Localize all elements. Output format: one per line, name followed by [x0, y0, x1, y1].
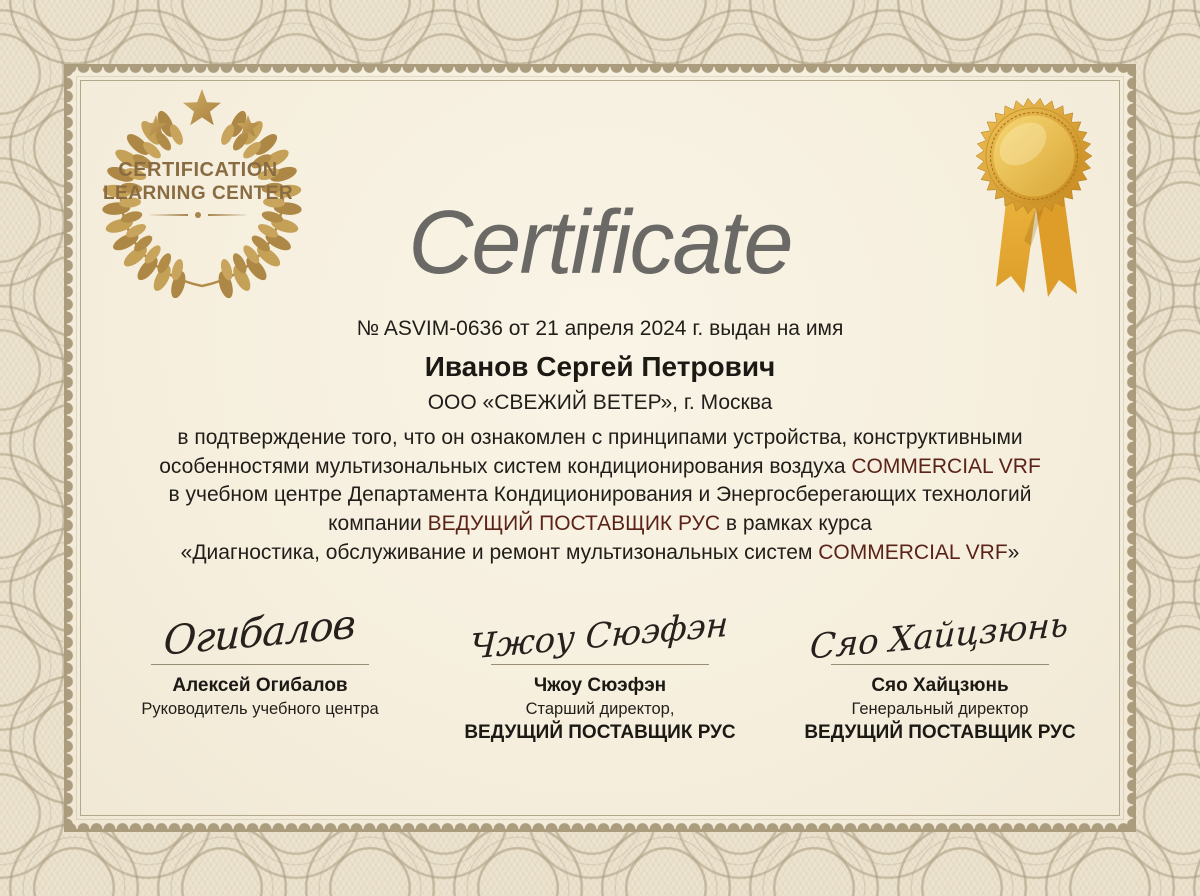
logo-line2: LEARNING CENTER [102, 183, 294, 204]
signer-company: ВЕДУЩИЙ ПОСТАВЩИК РУС [464, 722, 736, 743]
signer-company: ВЕДУЩИЙ ПОСТАВЩИК РУС [804, 722, 1076, 743]
scallop-edge-top [64, 64, 1136, 77]
recipient-company: ООО «СВЕЖИЙ ВЕТЕР», г. Москва [427, 391, 773, 414]
signer-role: Руководитель учебного центра [141, 700, 379, 718]
body-line-5: «Диагностика, обслуживание и ремонт мультизональных систем COMMERCIAL VRF» [180, 540, 1020, 564]
signer-name: Чжоу Сюэфэн [533, 675, 667, 696]
certificate-title: Certificate [408, 193, 792, 293]
signature-row [110, 576, 1090, 745]
signature-script: Чжоу Сюэфэн [469, 604, 730, 668]
body-line-3: в учебном центре Департамента Кондиционирования и Энергосберегающих технологий [168, 483, 1032, 507]
signer-name: Сяо Хайцзюнь [871, 675, 1009, 696]
signer-name: Алексей Огибалов [172, 675, 348, 696]
signer-role: Генеральный директор [851, 700, 1029, 718]
accent-text: ВЕДУЩИЙ ПОСТАВЩИК РУС [427, 512, 721, 536]
signer-block-2 [450, 576, 750, 745]
signer-role: Старший директор, [525, 700, 675, 718]
body-line-1: в подтверждение того, что он ознакомлен с принципами устройства, конструктивными [177, 426, 1023, 449]
signature-script: Огибалов [162, 601, 357, 665]
signer-block-3 [790, 576, 1090, 745]
accent-text: COMMERCIAL VRF [851, 454, 1041, 478]
scallop-edge-bottom [64, 819, 1136, 832]
certificate-body [60, 424, 1140, 568]
signer-block-1 [110, 576, 410, 745]
recipient-name: Иванов Сергей Петрович [424, 351, 776, 382]
logo-line1: CERTIFICATION [118, 159, 278, 181]
accent-text: COMMERCIAL VRF [818, 540, 1008, 564]
body-line-4: компании ВЕДУЩИЙ ПОСТАВЩИК РУС в рамках курса [328, 512, 872, 536]
issue-number-line: № ASVIM-0636 от 21 апреля 2024 г. выдан на имя [356, 317, 844, 340]
signature-script: Сяо Хайцзюнь [808, 604, 1070, 668]
body-line-2: особенностями мультизональных систем кондиционирования воздуха COMMERCIAL VRF [159, 454, 1041, 478]
